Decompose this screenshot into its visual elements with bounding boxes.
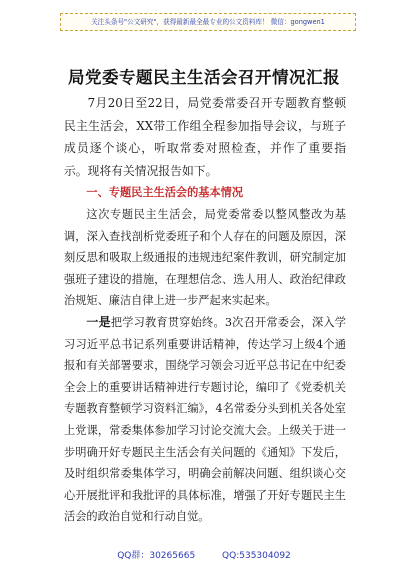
promo-banner: 关注头条号"公文研究"，获得最新最全最专业的公文资料库！ 微信：gongwen1 bbox=[60, 13, 356, 31]
body-paragraph-2 bbox=[64, 312, 346, 528]
intro-paragraph: 7月20日至22日，局党委常委召开专题教育整顿民主生活会，XX带工作组全程参加指导会议，与班子成员逐个谈心，听取常委对照检查，并作了重要指示。现将有关情况报告如下。 bbox=[64, 96, 346, 178]
contact-footer bbox=[0, 548, 408, 561]
qq-text: QQ:535304092 bbox=[222, 551, 291, 561]
document-body bbox=[64, 92, 346, 528]
paragraph-lead: 一是 bbox=[86, 314, 111, 329]
document-title: 局党委专题民主生活会召开情况汇报 bbox=[68, 68, 340, 87]
section-heading: 一、专题民主生活会的基本情况 bbox=[86, 186, 244, 199]
qq-group-text: QQ群：30265665 bbox=[117, 551, 196, 561]
paragraph-text: 把学习教育贯穿始终。3次召开常委会，深入学习习近平总书记系列重要讲话精神，传达学习上级4个通报和有关部署要求，围绕学习领会习近平总书记在中纪委全会上的重要讲话精神进行专题讨论，编印了《党委机关专题教育整顿学习资料汇编》，4名常委分头到机关各处室上党课，常委集体参加学习讨论交流大会。上级关于进一步明确开好专题民主生活会有关问题的《通知》下发后，及时组织常委集体学习，明确会前解决问题、组织谈心交心开展批评和我批评的具体标准，增强了开好专题民主生活会的政治自觉和行动自觉。 bbox=[64, 315, 346, 524]
body-paragraph-1: 这次专题民主生活会，局党委常委以整风整改为基调，深入查找剖析党委班子和个人存在的问题及原因，深刻反思和吸取上级通报的违规违纪案件教训，研究制定加强班子建设的措施，在理想信念、选人用人、政治纪律政治规矩、廉洁自律上进一步严起来实起来。 bbox=[64, 208, 346, 308]
